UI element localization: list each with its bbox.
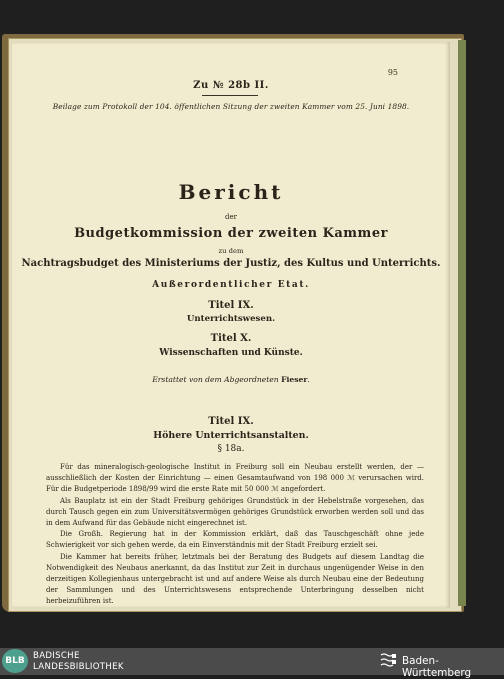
paragraph-number: § 18a. bbox=[217, 444, 245, 454]
body-paragraph: Für das mineralogisch-geologische Institut in Freiburg soll ein Neubau erstellt werden, der — ausschließlich der Kosten der Einrichtung — einen Gesamtaufwand von 198 000 ℳ verursachen wird. Für die Budgetperiode 1898/99 wird die erste Rate mit 50 000 ℳ angefordert. bbox=[46, 463, 424, 494]
body-paragraph: Die Kammer hat bereits früher, letztmals bei der Beratung des Budgets auf diesem Landtag die Notwendigkeit des Neubaus anerkannt, da das Institut zur Zeit in durchaus ungenügender Weise in den derzeitigen Kollegienhaus untergebracht ist und auf andere Weise als durch Neubau eine der Bedeutung der Sammlungen und des Unterrichtswesens entsprechende Unterbringung desselben nicht herbeizuführen ist. bbox=[46, 552, 424, 606]
budget-heading: Nachtragsbudget des Ministeriums der Justiz, des Kultus und Unterrichts. bbox=[21, 258, 441, 269]
document-page bbox=[12, 42, 450, 608]
reporter-prefix: Erstattet von dem Abgeordneten bbox=[152, 375, 279, 384]
committee-heading: Budgetkommission der zweiten Kammer bbox=[74, 226, 388, 241]
etat-heading: Außerordentlicher Etat. bbox=[152, 280, 310, 290]
section-subheading: Höhere Unterrichtsanstalten. bbox=[153, 430, 309, 441]
titel-10-subheading: Wissenschaften und Künste. bbox=[159, 348, 303, 358]
titel-10-heading: Titel X. bbox=[210, 333, 252, 344]
reference-underline bbox=[202, 95, 258, 96]
state-name[interactable]: Baden-Württemberg bbox=[402, 655, 472, 679]
library-name[interactable] bbox=[33, 651, 124, 673]
reporter-name: Fieser bbox=[281, 375, 308, 384]
body-text bbox=[46, 462, 424, 608]
body-paragraph: Die Großh. Regierung hat in der Kommission erklärt, daß das Tauschgeschäft ohne jede Schwierigkeit vor sich gehen werde, da ein Einverständnis mit der Stadt Freiburg erzielt sei. bbox=[46, 530, 424, 550]
coat-of-arms-icon bbox=[378, 651, 398, 671]
titel-9-heading: Titel IX. bbox=[208, 300, 254, 311]
blb-logo-icon[interactable]: BLB bbox=[2, 649, 28, 673]
library-name-line1: BADISCHE bbox=[33, 651, 80, 661]
body-paragraph: Als Bauplatz ist ein der Stadt Freiburg gehöriges Grundstück in der Hebelstraße vorgesehen, das durch Tausch gegen ein zum Universitätsvermögen gehöriges Grundstück erworben werden soll und das in dem Aufwand für das Gebäude nicht eingerechnet ist. bbox=[46, 496, 424, 528]
reporter-line bbox=[12, 375, 450, 384]
section-heading: Titel IX. bbox=[208, 416, 254, 427]
library-name-line2: LANDESBIBLIOTHEK bbox=[33, 662, 124, 672]
subject-connector: zu dem bbox=[218, 247, 244, 255]
document-reference: Zu № 28b II. bbox=[193, 80, 269, 91]
page-number: 95 bbox=[387, 68, 398, 77]
binding-edge bbox=[458, 40, 466, 606]
titel-9-subheading: Unterrichtswesen. bbox=[186, 314, 276, 324]
protocol-subtitle: Beilage zum Protokoll der 104. öffentlichen Sitzung der zweiten Kammer vom 25. Juni 1898. bbox=[52, 102, 410, 111]
reporter-suffix: . bbox=[307, 375, 310, 384]
page-title: Bericht bbox=[178, 180, 284, 204]
title-connector: der bbox=[225, 213, 237, 221]
